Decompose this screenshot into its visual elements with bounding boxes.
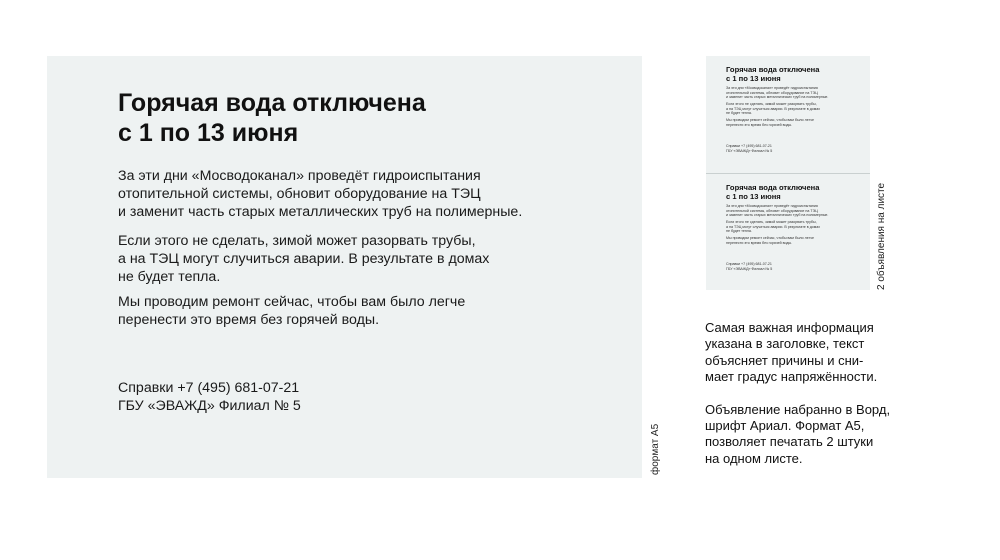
notice-paragraph [118, 293, 618, 329]
note-line: на одном листе. [705, 450, 803, 466]
mini-contacts [726, 262, 866, 271]
contact-phone: Справки +7 (495) 681-07-21 [118, 380, 300, 396]
contact-org: ГБУ «ЭВАЖД» Филиал № 5 [118, 398, 301, 414]
note-line: объясняет причины и сни- [705, 352, 864, 368]
notice-line: Если этого не сделать, зимой может разорвать трубы, [118, 233, 476, 249]
mini-notice-bottom [706, 174, 870, 291]
notice-title [118, 88, 618, 148]
mini-paragraph [726, 236, 866, 245]
notice-line: отопительной системы, обновит оборудование на ТЭЦ [118, 186, 481, 202]
note-paragraph [705, 320, 905, 386]
mini-paragraph [726, 220, 866, 234]
mini-line: Мы проводим ремонт сейчас, чтобы вам было легче [726, 236, 814, 240]
mini-paragraph [726, 204, 866, 218]
mini-line: Если этого не сделать, зимой может разорвать трубы, [726, 220, 817, 224]
mini-line: не будет тепла. [726, 229, 752, 234]
mini-line: перенести это время без горячей воды. [726, 240, 793, 245]
mini-line: ГБУ «ЭВАЖД» Филиал № 5 [726, 148, 773, 153]
mini-line: а на ТЭЦ могут случиться аварии. В результате в домах [726, 224, 821, 229]
mini-line: а на ТЭЦ могут случиться аварии. В результате в домах [726, 106, 821, 111]
notice-a5 [47, 56, 642, 478]
notice-title-line: Горячая вода отключена [118, 89, 426, 117]
note-line: Объявление набранно в Ворд, [705, 401, 891, 417]
mini-line: За эти дни «Мосводоканал» проведёт гидроиспытания [726, 86, 818, 90]
mini-title [726, 65, 866, 83]
sheet-preview [706, 56, 870, 290]
note-line: шрифт Ариал. Формат А5, [705, 418, 865, 434]
mini-paragraph [726, 102, 866, 116]
notice-paragraph [118, 232, 618, 286]
mini-paragraph [726, 86, 866, 100]
notice-line: За эти дни «Мосводоканал» проведёт гидроиспытания [118, 168, 481, 184]
mini-contacts [726, 144, 866, 153]
mini-paragraph [726, 118, 866, 127]
mini-line: Справки +7 (495) 681-07-21 [726, 144, 772, 148]
mini-title-line: с 1 по 13 июня [726, 74, 781, 83]
mini-title-line: с 1 по 13 июня [726, 192, 781, 201]
mini-line: отопительной системы, обновит оборудование на ТЭЦ [726, 90, 818, 95]
mini-notice-top [706, 56, 870, 173]
notice-line: Мы проводим ремонт сейчас, чтобы вам было легче [118, 294, 466, 310]
mini-line: не будет тепла. [726, 111, 752, 116]
note-paragraph [705, 402, 905, 468]
notice-line: и заменит часть старых металлических труб на полимерные. [118, 204, 523, 220]
mini-line: отопительной системы, обновит оборудование на ТЭЦ [726, 208, 818, 213]
mini-title-line: Горячая вода отключена [726, 65, 820, 74]
mini-line: и заменит часть старых металлических труб на полимерные. [726, 213, 829, 218]
mini-line: перенести это время без горячей воды. [726, 122, 793, 127]
format-label: формат А5 [650, 423, 661, 475]
notice-line: а на ТЭЦ могут случиться аварии. В результате в домах [118, 251, 490, 267]
mini-title [726, 183, 866, 201]
notice-contacts [118, 379, 618, 415]
notice-paragraph [118, 167, 618, 221]
mini-line: За эти дни «Мосводоканал» проведёт гидроиспытания [726, 204, 818, 208]
mini-line: Справки +7 (495) 681-07-21 [726, 262, 772, 266]
mini-line: Мы проводим ремонт сейчас, чтобы вам было легче [726, 118, 814, 122]
mini-line: и заменит часть старых металлических труб на полимерные. [726, 95, 829, 100]
note-line: указана в заголовке, текст [705, 336, 865, 352]
note-line: Самая важная информация [705, 320, 874, 335]
note-line: мает градус напряжённости. [705, 369, 878, 385]
mini-line: Если этого не сделать, зимой может разорвать трубы, [726, 102, 817, 106]
notice-title-line: с 1 по 13 июня [118, 119, 299, 147]
note-line: позволяет печатать 2 штуки [705, 434, 874, 450]
notice-line: не будет тепла. [118, 269, 221, 285]
notice-line: перенести это время без горячей воды. [118, 312, 380, 328]
mini-line: ГБУ «ЭВАЖД» Филиал № 5 [726, 266, 773, 271]
mini-title-line: Горячая вода отключена [726, 183, 820, 192]
explanation-notes [705, 320, 905, 467]
sheet-label: 2 объявления на листе [876, 182, 887, 290]
